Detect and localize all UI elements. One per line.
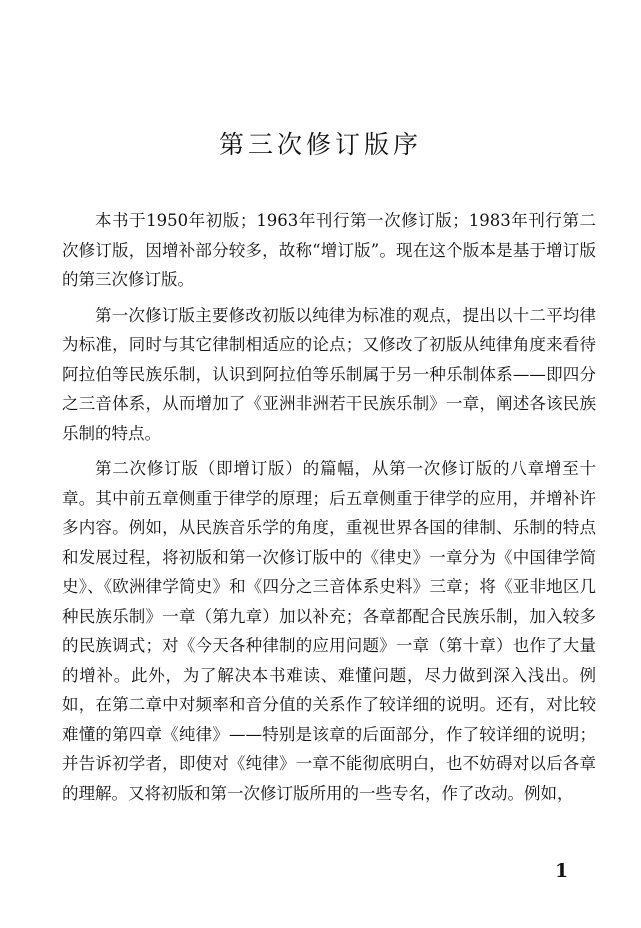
paragraph-2: 第一次修订版主要修改初版以纯律为标准的观点，提出以十二平均律为标准，同时与其它律制相适应的论点；又修改了初版从纯律角度来看待阿拉伯等民族乐制，认识到阿拉伯等乐制属于另一种乐制体系——即四分之三音体系，从而增加了《亚洲非洲若干民族乐制》一章，阐述各该民族乐制的特点。	[62, 305, 596, 443]
paragraph-1: 本书于1950年初版；1963年刊行第一次修订版；1983年刊行第二次修订版，因增补部分较多，故称“增订版”。现在这个版本是基于增订版的第三次修订版。	[62, 211, 596, 289]
page-title: 第三次修订版序	[218, 130, 422, 159]
paragraph-3: 第二次修订版（即增订版）的篇幅，从第一次修订版的八章增至十章。其中前五章侧重于律学的原理；后五章侧重于律学的应用，并增补许多内容。例如，从民族音乐学的角度，重视世界各国的律制、乐制的特点和发展过程，将初版和第一次修订版中的《律史》一章分为《中国律学简史》、《欧洲律学简史》和《四分之三音体系史料》三章；将《亚非地区几种民族乐制》一章（第九章）加以补充；各章都配合民族乐制，加入较多的民族调式；对《今天各种律制的应用问题》一章（第十章）也作了大量的增补。此外，为了解决本书难读、难懂问题，尽力做到深入浅出。例如，在第二章中对频率和音分值的关系作了较详细的说明。还有，对比较难懂的第四章《纯律》——特别是该章的后面部分，作了较详细的说明；并告诉初学者，即使对《纯律》一章不能彻底明白，也不妨碍对以后各章的理解。又将初版和第一次修订版所用的一些专名，作了改动。例如，	[62, 459, 596, 803]
body-text	[62, 206, 596, 814]
page-number: 1	[555, 860, 569, 882]
